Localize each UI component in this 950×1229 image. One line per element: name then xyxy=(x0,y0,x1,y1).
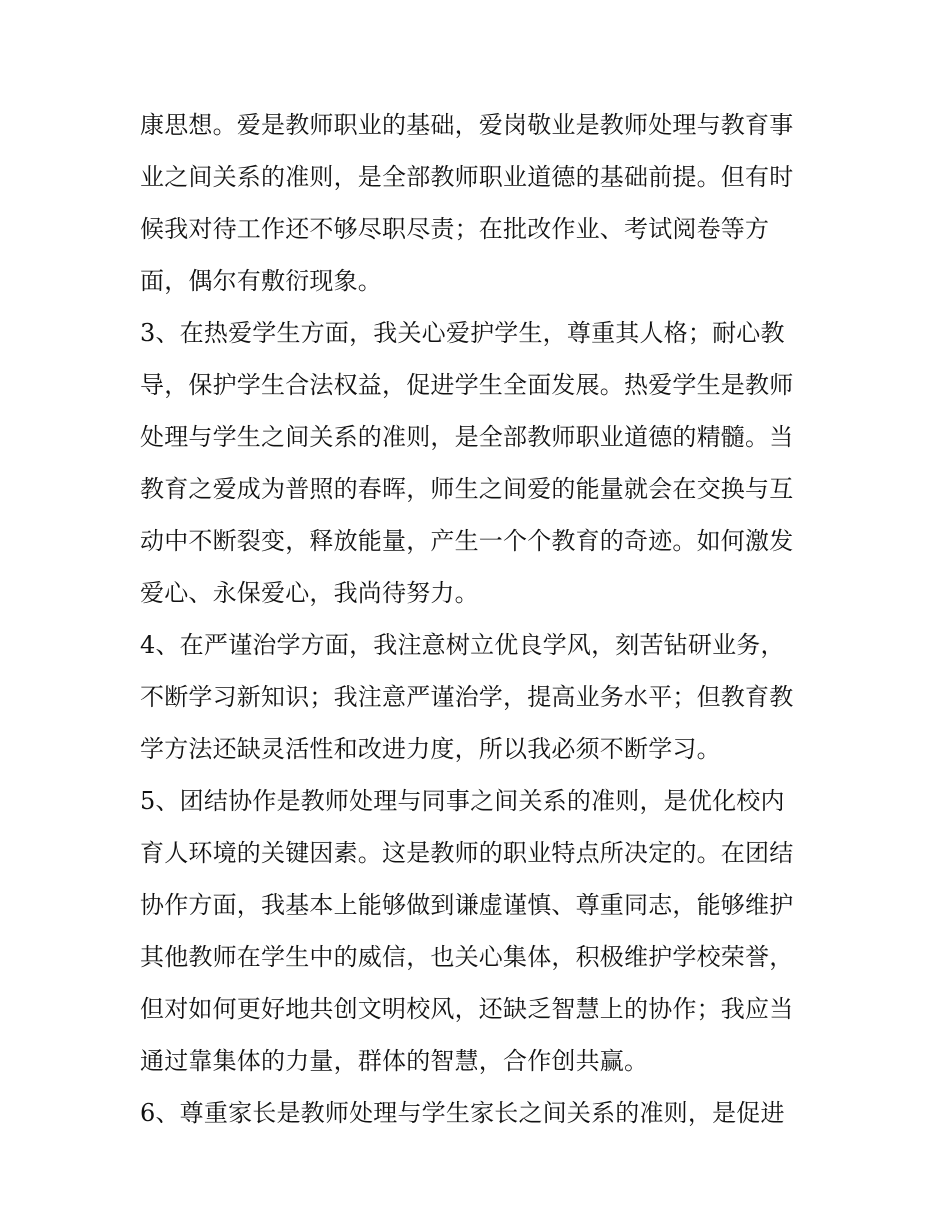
text-line: 其他教师在学生中的威信，也关心集体，积极维护学校荣誉， xyxy=(140,943,794,971)
text-line: 通过靠集体的力量，群体的智慧，合作创共赢。 xyxy=(140,1047,649,1075)
text-line: 处理与学生之间关系的准则，是全部教师职业道德的精髓。当 xyxy=(140,423,794,451)
text-line: 康思想。爱是教师职业的基础，爱岗敬业是教师处理与教育事 xyxy=(140,111,794,139)
text-line: 面，偶尔有敷衍现象。 xyxy=(140,267,382,295)
text-line: 学方法还缺灵活性和改进力度，所以我必须不断学习。 xyxy=(140,735,721,763)
text-line: 3、在热爱学生方面，我关心爱护学生，尊重其人格；耐心教 xyxy=(140,319,785,347)
text-line: 导，保护学生合法权益，促进学生全面发展。热爱学生是教师 xyxy=(140,371,794,399)
text-line: 育人环境的关键因素。这是教师的职业特点所决定的。在团结 xyxy=(140,839,794,867)
text-line: 5、团结协作是教师处理与同事之间关系的准则，是优化校内 xyxy=(140,787,785,815)
text-line: 4、在严谨治学方面，我注意树立优良学风，刻苦钻研业务， xyxy=(140,631,785,659)
text-line: 爱心、永保爱心，我尚待努力。 xyxy=(140,579,479,607)
text-line: 候我对待工作还不够尽职尽责；在批改作业、考试阅卷等方 xyxy=(140,215,770,243)
text-line: 但对如何更好地共创文明校风，还缺乏智慧上的协作；我应当 xyxy=(140,995,794,1023)
text-line: 不断学习新知识；我注意严谨治学，提高业务水平；但教育教 xyxy=(140,683,794,711)
text-line: 动中不断裂变，释放能量，产生一个个教育的奇迹。如何激发 xyxy=(140,527,794,555)
text-line: 6、尊重家长是教师处理与学生家长之间关系的准则，是促进 xyxy=(140,1099,785,1127)
text-line: 协作方面，我基本上能够做到谦虚谨慎、尊重同志，能够维护 xyxy=(140,891,794,919)
text-line: 业之间关系的准则，是全部教师职业道德的基础前提。但有时 xyxy=(140,163,794,191)
text-line: 教育之爱成为普照的春晖，师生之间爱的能量就会在交换与互 xyxy=(140,475,794,503)
